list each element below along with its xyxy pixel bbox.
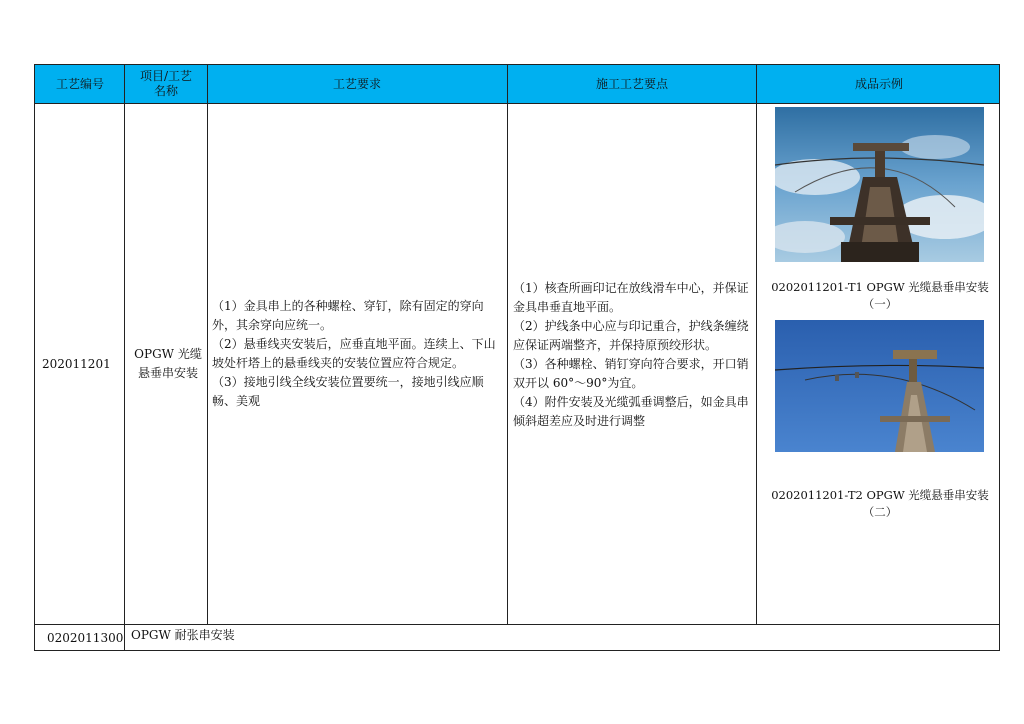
table-header [35, 65, 999, 104]
col-divider [124, 65, 125, 651]
col-divider [507, 65, 508, 625]
header-requirements: 工艺要求 [332, 76, 381, 91]
example-photo-2 [775, 320, 984, 452]
caption-line: （二） [862, 505, 898, 519]
header-key-points: 施工工艺要点 [595, 76, 668, 91]
row2-code: 0202011300 [47, 631, 124, 645]
caption-line: （一） [862, 297, 898, 311]
row1-key-points [513, 279, 751, 431]
row1-name: OPGW 光缆悬垂串安装 [134, 347, 202, 380]
key-point-item: （1）核查所画印记在放线滑车中心，并保证金具串垂直地平面。 [513, 281, 749, 314]
caption-line: 0202011201-T2 OPGW 光缆悬垂串安装 [771, 488, 989, 502]
requirement-item: （1）金具串上的各种螺栓、穿钉，除有固定的穿向外，其余穿向应统一。 [212, 299, 484, 332]
row-divider [35, 624, 999, 625]
col-divider [756, 65, 757, 625]
example-photo-1 [775, 107, 984, 262]
process-table [34, 64, 1000, 651]
header-process-code: 工艺编号 [55, 76, 104, 91]
key-point-item: （2）护线条中心应与印记重合，护线条缠绕应保证两端整齐，并保持原预绞形状。 [513, 319, 749, 352]
example-caption-1 [761, 279, 999, 313]
key-point-item: （4）附件安装及光缆弧垂调整后，如金具串倾斜超差应及时进行调整 [513, 395, 749, 428]
row2-name: OPGW 耐张串安装 [131, 628, 235, 642]
header-examples: 成品示例 [854, 76, 903, 91]
example-caption-2 [761, 487, 999, 521]
requirement-item: （2）悬垂线夹安装后，应垂直地平面。连续上、下山坡处杆塔上的悬垂线夹的安装位置应符合规定。 [212, 337, 496, 370]
caption-line: 0202011201-T1 OPGW 光缆悬垂串安装 [771, 280, 989, 294]
row1-requirements [212, 297, 504, 411]
header-process-name: 项目/工艺名称 [139, 69, 193, 98]
col-divider [207, 65, 208, 625]
requirement-item: （3）接地引线全线安装位置要统一，接地引线应顺畅、美观 [212, 375, 484, 408]
row1-code: 202011201 [42, 357, 111, 371]
key-point-item: （3）各种螺栓、销钉穿向符合要求，开口销双开以 60°～90°为宜。 [513, 357, 749, 390]
